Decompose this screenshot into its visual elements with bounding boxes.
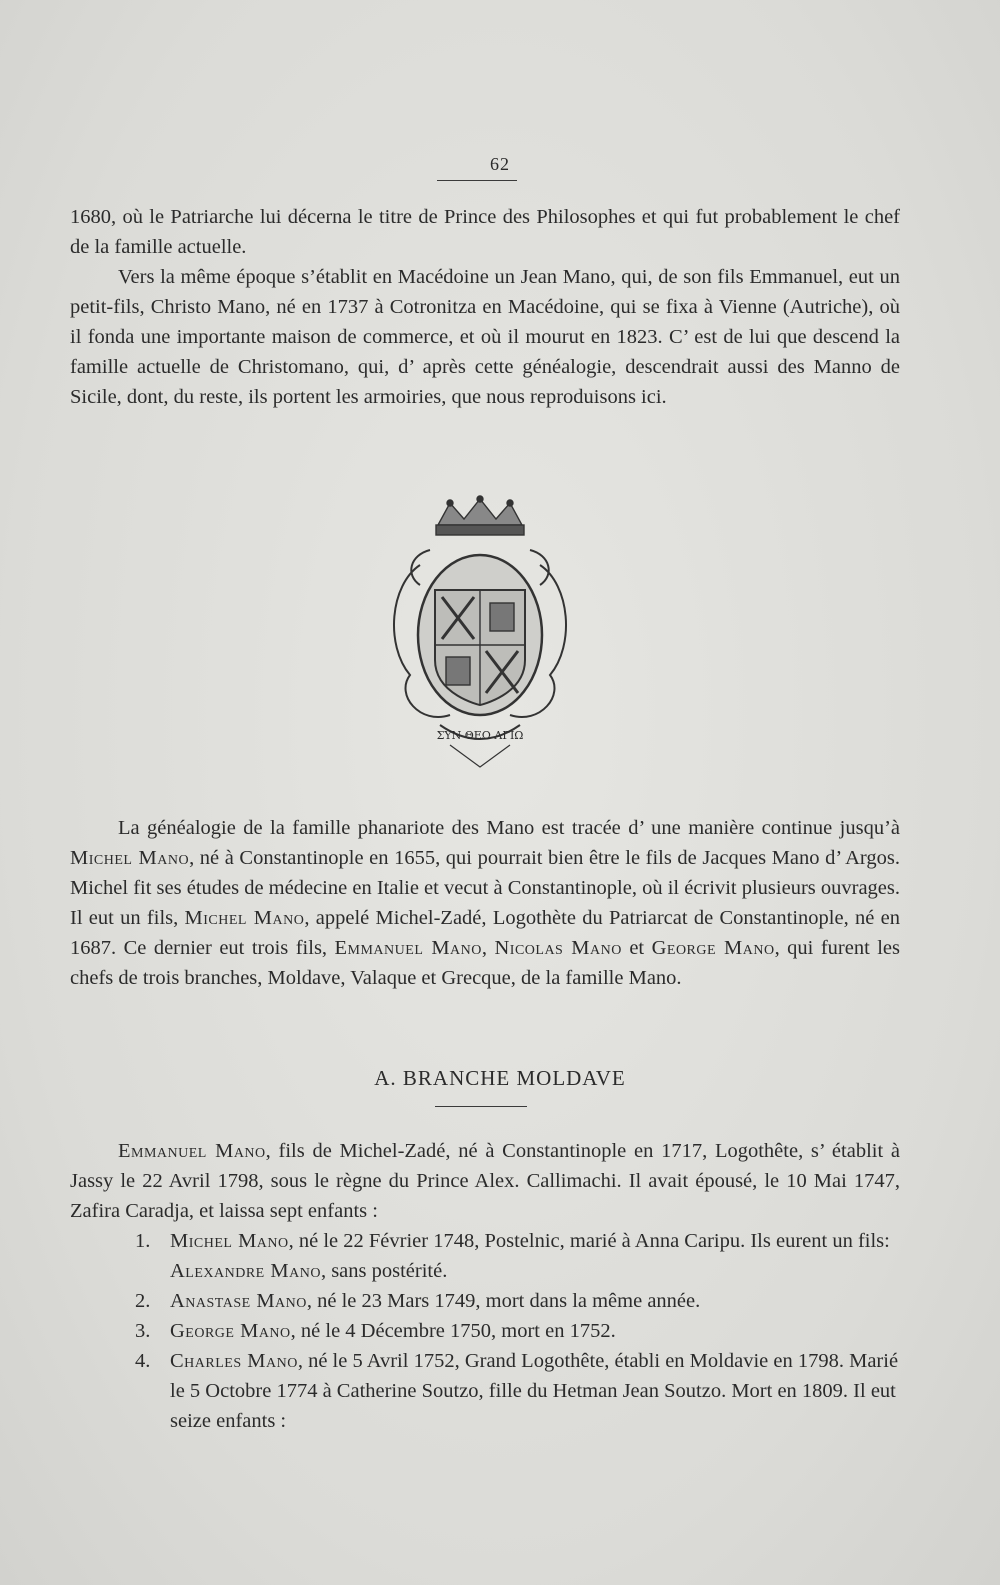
list-item — [135, 1286, 905, 1316]
intro-text — [70, 202, 900, 412]
genealogy-text-6: , qui furent les chefs de trois branches, Moldave, Valaque et Grecque, de la famille Mano. — [70, 937, 901, 989]
genealogy-text-4: , — [481, 937, 495, 959]
intro-paragraph-1: 1680, où le Patriarche lui décerna le titre de Prince des Philosophes et qui fut probablement le chef de la famille actuelle. — [70, 206, 900, 258]
genealogy-text-1: La généalogie de la famille phanariote des Mano est tracée d’ une manière continue jusqu’à — [118, 817, 900, 839]
genealogy-paragraph — [70, 813, 900, 993]
grandchild-name: Alexandre Mano — [170, 1260, 321, 1282]
list-item-number: 4. — [135, 1350, 151, 1372]
child-name: Charles Mano — [170, 1350, 298, 1372]
name-emmanuel-mano-section: Emmanuel Mano — [118, 1140, 266, 1162]
coat-of-arms-image — [380, 495, 580, 770]
child-name: Michel Mano — [170, 1230, 289, 1252]
section-text: , fils de Michel-Zadé, né à Constantinople en 1717, Logothête, s’ établit à Jassy le 22 Avril 1798, sous le règne du Prince Alex. Callimachi. Il avait épousé, le 10 Mai 1747, Zafira Caradja, et laissa sept enfants : — [70, 1140, 900, 1222]
grandchild-text: , sans postérité. — [320, 1260, 448, 1282]
genealogy-text-2: , né à Constantinople en 1655, qui pourrait bien être le fils de Jacques Mano d’ Argos. Michel fit ses études de médecine en Italie et vecut à Constantinople, où il écrivit plusieurs ouvrages. Il eut un fils, — [70, 847, 900, 929]
intro-paragraph-2: Vers la même époque s’établit en Macédoine un Jean Mano, qui, de son fils Emmanuel, eut un petit-fils, Christo Mano, né en 1737 à Cotronitza en Macédoine, qui se fixa à Vienne (Autriche), où il fonda une importante maison de commerce, et où il mourut en 1823. C’ est de lui que descend la famille actuelle de Christomano, qui, d’ après cette généalogie, descendrait aussi des Manno de Sicile, dont, du reste, ils portent les armoiries, que nous reproduisons ici. — [70, 266, 900, 408]
list-item — [135, 1226, 905, 1286]
list-item-number: 3. — [135, 1320, 151, 1342]
list-item-number: 2. — [135, 1290, 151, 1312]
header-rule — [437, 180, 517, 181]
name-michel-mano-2: Michel Mano — [184, 907, 305, 929]
name-emmanuel-mano: Emmanuel Mano — [334, 937, 482, 959]
page-number: 62 — [490, 154, 510, 174]
genealogy-text-5: et — [621, 937, 652, 959]
child-name: Anastase Mano — [170, 1290, 307, 1312]
crest-motto: ΣΥΝ ΘΕΩ ΑΓΙΩ — [436, 729, 524, 742]
child-text: , né le 23 Mars 1749, mort dans la même année. — [306, 1290, 701, 1312]
section-heading: A. BRANCHE MOLDAVE — [374, 1066, 626, 1090]
name-michel-mano: Michel Mano — [70, 847, 190, 869]
section-paragraph — [70, 1136, 900, 1226]
children-list — [135, 1226, 905, 1436]
list-item-number: 1. — [135, 1230, 151, 1252]
list-item — [135, 1316, 905, 1346]
child-name: George Mano — [170, 1320, 291, 1342]
name-george-mano: George Mano — [651, 937, 775, 959]
list-item — [135, 1346, 905, 1436]
child-text: , né le 22 Février 1748, Postelnic, marié à Anna Caripu. Ils eurent un fils: — [288, 1230, 890, 1252]
child-text: , né le 4 Décembre 1750, mort en 1752. — [290, 1320, 616, 1342]
genealogy-text-3: , appelé Michel-Zadé, Logothète du Patriarcat de Constantinople, né en 1687. Ce dernier eut trois fils, — [70, 907, 900, 959]
child-text: , né le 5 Avril 1752, Grand Logothête, établi en Moldavie en 1798. Marié le 5 Octobre 1774 à Catherine Soutzo, fille du Hetman Jean Soutzo. Mort en 1809. Il eut seize enfants : — [170, 1350, 899, 1432]
section-rule — [435, 1106, 527, 1107]
name-nicolas-mano: Nicolas Mano — [494, 937, 622, 959]
